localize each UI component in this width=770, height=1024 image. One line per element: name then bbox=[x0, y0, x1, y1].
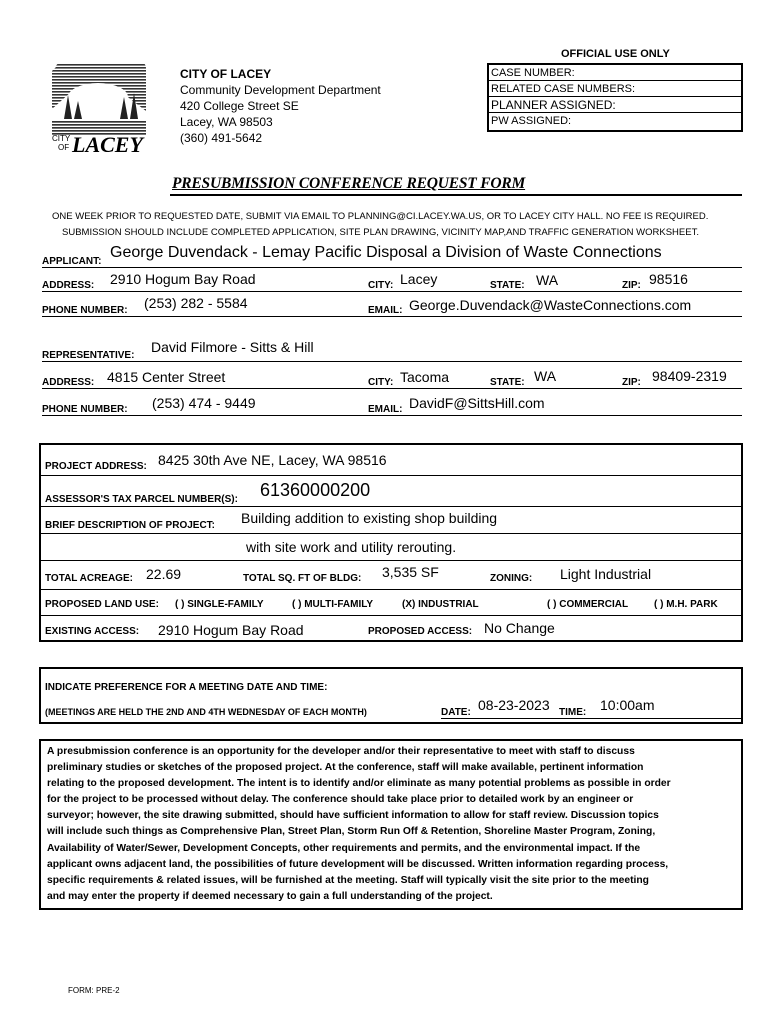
zoning-label: ZONING: bbox=[490, 573, 533, 584]
description-label: BRIEF DESCRIPTION OF PROJECT: bbox=[45, 520, 216, 531]
form-id-footer: FORM: PRE-2 bbox=[68, 986, 120, 995]
rep-city-field[interactable]: Tacoma bbox=[400, 369, 450, 385]
logo-name: LACEY bbox=[72, 132, 143, 157]
applicant-zip-label: ZIP: bbox=[622, 280, 641, 291]
org-phone: (360) 491-5642 bbox=[180, 131, 263, 145]
applicant-phone-underline bbox=[42, 316, 742, 317]
instruction-line-1: ONE WEEK PRIOR TO REQUESTED DATE, SUBMIT VIA EMAIL TO PLANNING@CI.LACEY.WA.US, OR TO LACEY CITY HALL. NO FEE IS REQUIRED. bbox=[52, 211, 709, 222]
land-use-label: PROPOSED LAND USE: bbox=[45, 599, 159, 610]
info-line: will include such things as Comprehensive Plan, Street Plan, Storm Run Off & Retention, Shoreline Master Program, Zoning, bbox=[47, 826, 656, 838]
org-dept: Community Development Department bbox=[180, 83, 381, 97]
representative-underline bbox=[42, 361, 742, 362]
meeting-underline bbox=[441, 718, 741, 719]
rep-zip-label: ZIP: bbox=[622, 377, 641, 388]
parcel-label: ASSESSOR'S TAX PARCEL NUMBER(S): bbox=[45, 494, 238, 505]
existing-access-label: EXISTING ACCESS: bbox=[45, 626, 140, 637]
sqft-field[interactable]: 3,535 SF bbox=[382, 564, 439, 580]
info-line: and may enter the property if deemed necessary to gain a full understanding of the project. bbox=[47, 890, 493, 902]
applicant-label: APPLICANT: bbox=[42, 256, 102, 267]
proposed-access-label: PROPOSED ACCESS: bbox=[368, 626, 473, 637]
land-use-commercial-checkbox[interactable]: ( ) COMMERCIAL bbox=[547, 599, 629, 610]
zoning-field[interactable]: Light Industrial bbox=[560, 566, 652, 582]
parcel-field[interactable]: 61360000200 bbox=[260, 480, 371, 500]
rep-state-field[interactable]: WA bbox=[534, 368, 557, 384]
applicant-state-label: STATE: bbox=[490, 280, 525, 291]
proposed-access-field[interactable]: No Change bbox=[484, 620, 555, 636]
meeting-time-field[interactable]: 10:00am bbox=[600, 697, 655, 713]
applicant-zip-field[interactable]: 98516 bbox=[649, 271, 688, 287]
info-line: A presubmission conference is an opportunity for the developer and/or their representative to meet with staff to discuss bbox=[47, 746, 635, 757]
title-rule bbox=[170, 194, 742, 196]
rep-phone-label: PHONE NUMBER: bbox=[42, 404, 128, 415]
applicant-phone-label: PHONE NUMBER: bbox=[42, 305, 128, 316]
applicant-city-field[interactable]: Lacey bbox=[400, 271, 438, 287]
sqft-label: TOTAL SQ. FT OF BLDG: bbox=[243, 573, 362, 584]
rep-phone-underline bbox=[42, 415, 742, 416]
info-line: Availability of Water/Sewer, Development Concepts, other requirements and permits, and the environmental impact. If the bbox=[47, 842, 641, 854]
org-name: CITY OF LACEY bbox=[180, 67, 272, 81]
meeting-date-field[interactable]: 08-23-2023 bbox=[478, 697, 550, 713]
meeting-note: (MEETINGS ARE HELD THE 2ND AND 4TH WEDNESDAY OF EACH MONTH) bbox=[45, 707, 367, 717]
rep-address-field[interactable]: 4815 Center Street bbox=[107, 369, 226, 385]
related-case-field: RELATED CASE NUMBERS: bbox=[489, 81, 741, 97]
instruction-line-2: SUBMISSION SHOULD INCLUDE COMPLETED APPLICATION, SITE PLAN DRAWING, VICINITY MAP,AND TRAFFIC GENERATION WORKSHEET. bbox=[62, 227, 699, 238]
representative-label: REPRESENTATIVE: bbox=[42, 350, 135, 361]
info-line: for the project to be processed without delay. The conference should take place prior to detailed work by an engineer or bbox=[47, 794, 634, 806]
project-address-label: PROJECT ADDRESS: bbox=[45, 461, 147, 472]
org-city: Lacey, WA 98503 bbox=[180, 115, 273, 129]
info-line: applicant owns adjacent land, the possibilities of future development will be discussed. Written information regarding process, bbox=[47, 858, 669, 870]
land-use-single-family-checkbox[interactable]: ( ) SINGLE-FAMILY bbox=[175, 599, 264, 610]
description-field-line-2[interactable]: with site work and utility rerouting. bbox=[246, 539, 457, 555]
info-line: relating to the proposed development. The intent is to identify and/or eliminate as many potential problems as possible in order bbox=[47, 778, 671, 790]
land-use-industrial-checkbox[interactable]: (X) INDUSTRIAL bbox=[402, 599, 479, 610]
acreage-field[interactable]: 22.69 bbox=[146, 566, 182, 582]
rep-email-field[interactable]: DavidF@SittsHill.com bbox=[409, 395, 545, 411]
meeting-preference-label: INDICATE PREFERENCE FOR A MEETING DATE AND TIME: bbox=[45, 682, 328, 693]
rep-city-label: CITY: bbox=[368, 377, 394, 388]
info-line: surveyor; however, the site drawing submitted, should have sufficient information to allow for staff review. Discussion topics bbox=[47, 810, 659, 822]
logo-city: CITY bbox=[52, 134, 71, 143]
representative-name-field[interactable]: David Filmore - Sitts & Hill bbox=[151, 339, 314, 355]
rep-zip-field[interactable]: 98409-2319 bbox=[652, 368, 727, 384]
time-label: TIME: bbox=[559, 707, 587, 718]
rep-email-label: EMAIL: bbox=[368, 404, 403, 415]
rep-address-underline bbox=[42, 388, 742, 389]
applicant-email-label: EMAIL: bbox=[368, 305, 403, 316]
org-street: 420 College Street SE bbox=[180, 99, 299, 113]
acreage-label: TOTAL ACREAGE: bbox=[45, 573, 133, 584]
applicant-phone-field[interactable]: (253) 282 - 5584 bbox=[144, 295, 248, 311]
applicant-city-label: CITY: bbox=[368, 280, 394, 291]
description-field-line-1[interactable]: Building addition to existing shop building bbox=[241, 510, 498, 526]
info-paragraph bbox=[47, 744, 671, 905]
land-use-multi-family-checkbox[interactable]: ( ) MULTI-FAMILY bbox=[292, 599, 374, 610]
rep-state-label: STATE: bbox=[490, 377, 525, 388]
applicant-address-label: ADDRESS: bbox=[42, 280, 95, 291]
applicant-email-field[interactable]: George.Duvendack@WasteConnections.com bbox=[409, 297, 692, 313]
project-address-field[interactable]: 8425 30th Ave NE, Lacey, WA 98516 bbox=[158, 452, 387, 468]
applicant-state-field[interactable]: WA bbox=[536, 272, 559, 288]
logo-of: OF bbox=[58, 143, 70, 152]
info-line: specific requirements & related issues, will be furnished at the meeting. Staff will typically visit the site prior to the meeting bbox=[47, 874, 649, 886]
official-use-title: OFFICIAL USE ONLY bbox=[561, 48, 670, 60]
land-use-mh-park-checkbox[interactable]: ( ) M.H. PARK bbox=[654, 599, 718, 610]
pw-field: PW ASSIGNED: bbox=[491, 115, 572, 127]
planner-field: PLANNER ASSIGNED: bbox=[489, 97, 741, 113]
info-line: preliminary studies or sketches of the proposed project. At the conference, staff will make available, pertinent information bbox=[47, 762, 644, 774]
form-title: PRESUBMISSION CONFERENCE REQUEST FORM bbox=[172, 175, 526, 192]
date-label: DATE: bbox=[441, 707, 471, 718]
rep-address-label: ADDRESS: bbox=[42, 377, 95, 388]
applicant-underline bbox=[42, 267, 742, 268]
applicant-address-underline bbox=[42, 291, 742, 292]
org-address-block bbox=[180, 66, 381, 146]
case-number-field: CASE NUMBER: bbox=[489, 65, 741, 81]
applicant-name-field[interactable]: George Duvendack - Lemay Pacific Disposal a Division of Waste Connections bbox=[110, 244, 662, 261]
official-use-box bbox=[487, 63, 743, 132]
applicant-address-field[interactable]: 2910 Hogum Bay Road bbox=[110, 271, 256, 287]
rep-phone-field[interactable]: (253) 474 - 9449 bbox=[152, 395, 256, 411]
existing-access-field[interactable]: 2910 Hogum Bay Road bbox=[158, 622, 304, 638]
